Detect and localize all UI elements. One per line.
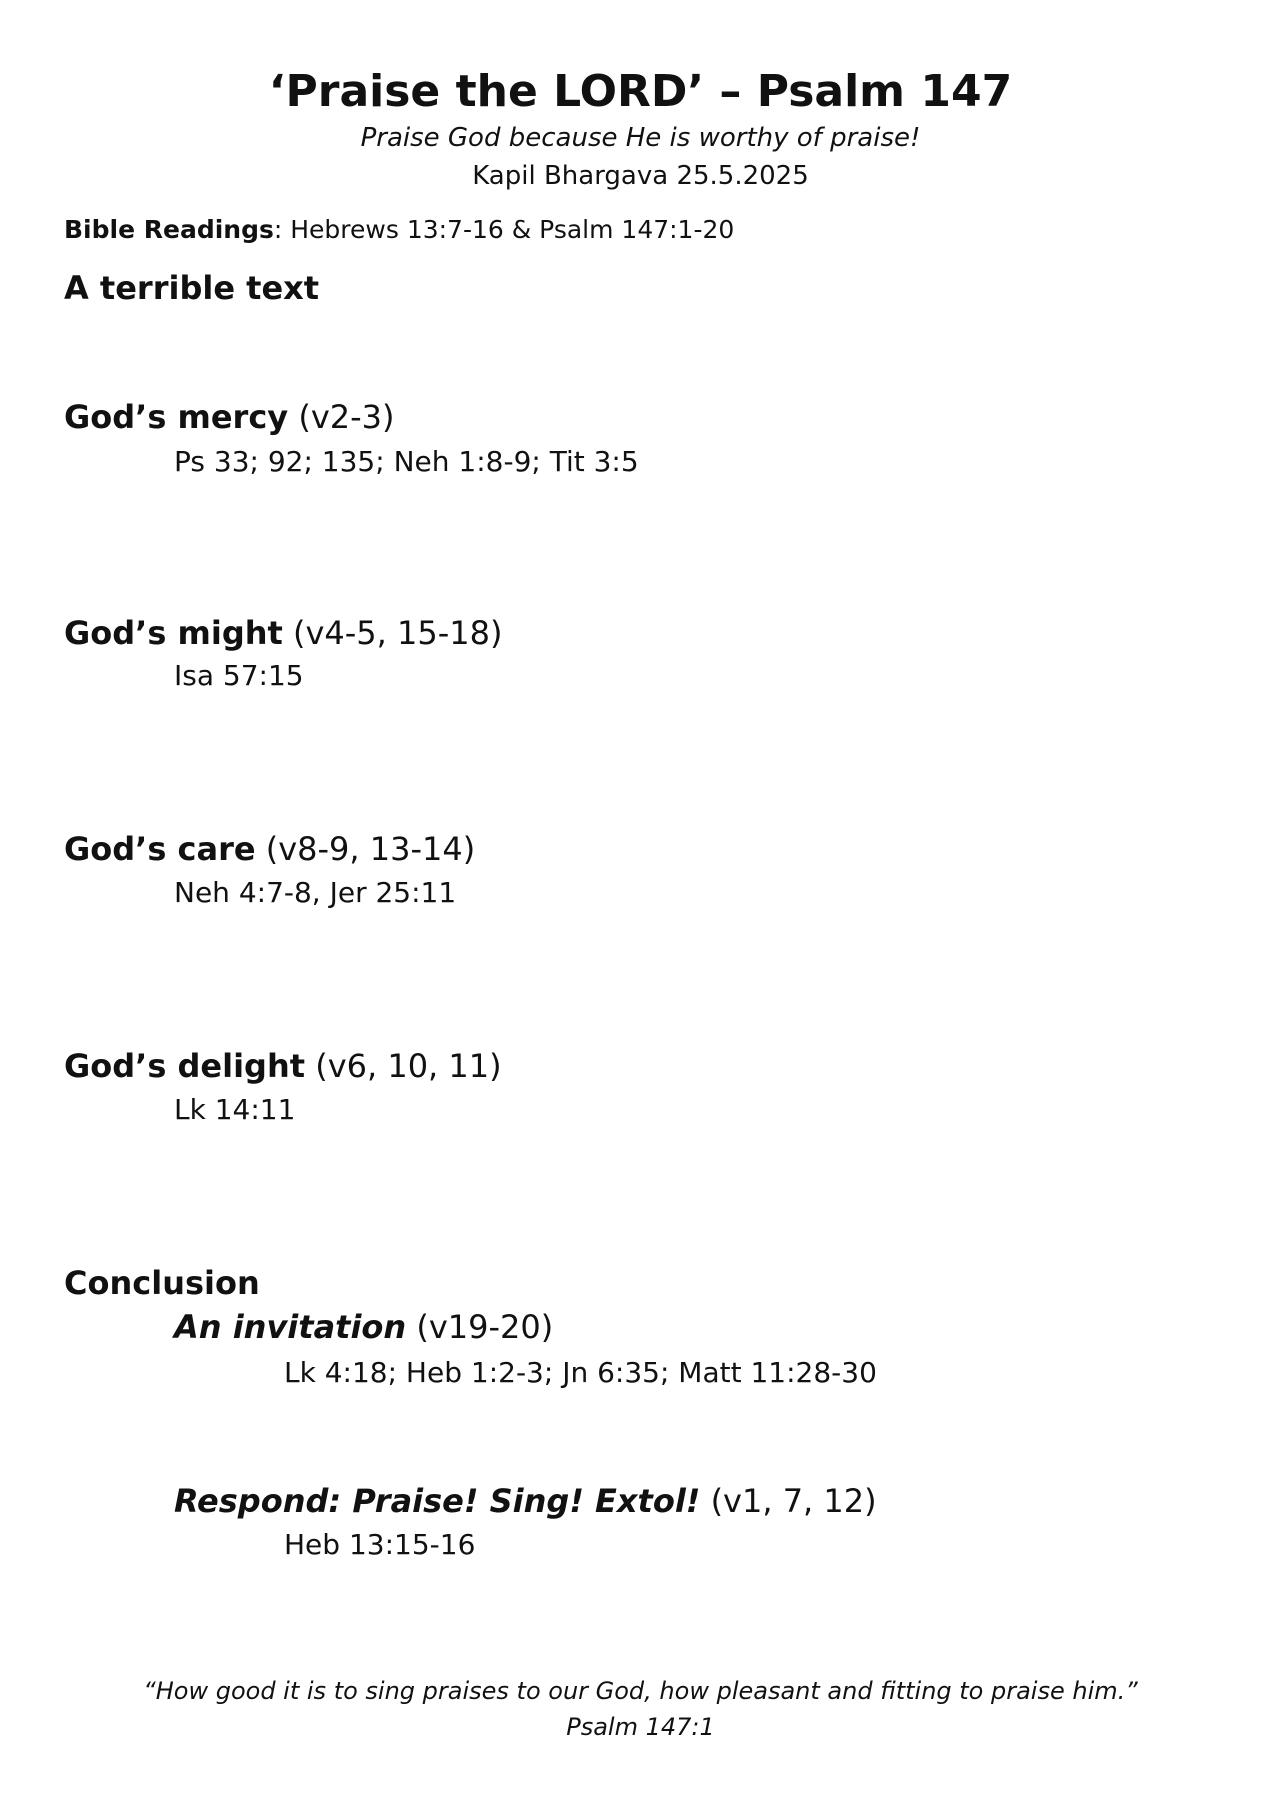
- conclusion-item-verses: (v1, 7, 12): [700, 1482, 877, 1520]
- conclusion-invitation: [174, 1307, 553, 1347]
- section-heading-delight: [64, 1046, 502, 1086]
- bible-readings: [64, 214, 734, 246]
- section-heading-might: [64, 613, 502, 653]
- conclusion-heading: Conclusion: [64, 1264, 260, 1302]
- section-refs-delight: Lk 14:11: [174, 1093, 296, 1126]
- footer-quote: “How good it is to sing praises to our God, how pleasant and fitting to praise him.”: [143, 1677, 1138, 1705]
- section-verses: (v4-5, 15-18): [282, 614, 503, 652]
- section-verses: (v8-9, 13-14): [255, 830, 476, 868]
- page-title: ‘Praise the LORD’ – Psalm 147: [268, 66, 1013, 117]
- author-date: Kapil Bhargava 25.5.2025: [472, 161, 809, 191]
- conclusion-respond: [174, 1481, 877, 1521]
- page-subtitle: Praise God because He is worthy of praise!: [360, 123, 921, 153]
- section-title: God’s care: [64, 830, 256, 868]
- conclusion-item-title: An invitation: [174, 1308, 407, 1346]
- section-heading-mercy: [64, 397, 395, 437]
- bible-readings-text: : Hebrews 13:7-16 & Psalm 147:1-20: [273, 215, 735, 244]
- section-verses: (v2-3): [288, 398, 395, 436]
- section-refs-care: Neh 4:7-8, Jer 25:11: [174, 876, 457, 909]
- section-refs-might: Isa 57:15: [174, 659, 304, 692]
- conclusion-item-title: Respond: Praise! Sing! Extol!: [174, 1482, 701, 1520]
- section-title: God’s might: [64, 614, 283, 652]
- footer-quote-reference: Psalm 147:1: [566, 1713, 715, 1741]
- section-verses: (v6, 10, 11): [305, 1047, 502, 1085]
- section-refs-mercy: Ps 33; 92; 135; Neh 1:8-9; Tit 3:5: [174, 445, 639, 478]
- conclusion-respond-refs: Heb 13:15-16: [284, 1528, 476, 1561]
- conclusion-invitation-refs: Lk 4:18; Heb 1:2-3; Jn 6:35; Matt 11:28-30: [284, 1356, 877, 1389]
- bible-readings-label: Bible Readings: [64, 215, 274, 244]
- section-heading-care: [64, 829, 475, 869]
- section-title: God’s delight: [64, 1047, 306, 1085]
- intro-heading: A terrible text: [64, 269, 320, 307]
- section-title: God’s mercy: [64, 398, 289, 436]
- conclusion-item-verses: (v19-20): [406, 1308, 554, 1346]
